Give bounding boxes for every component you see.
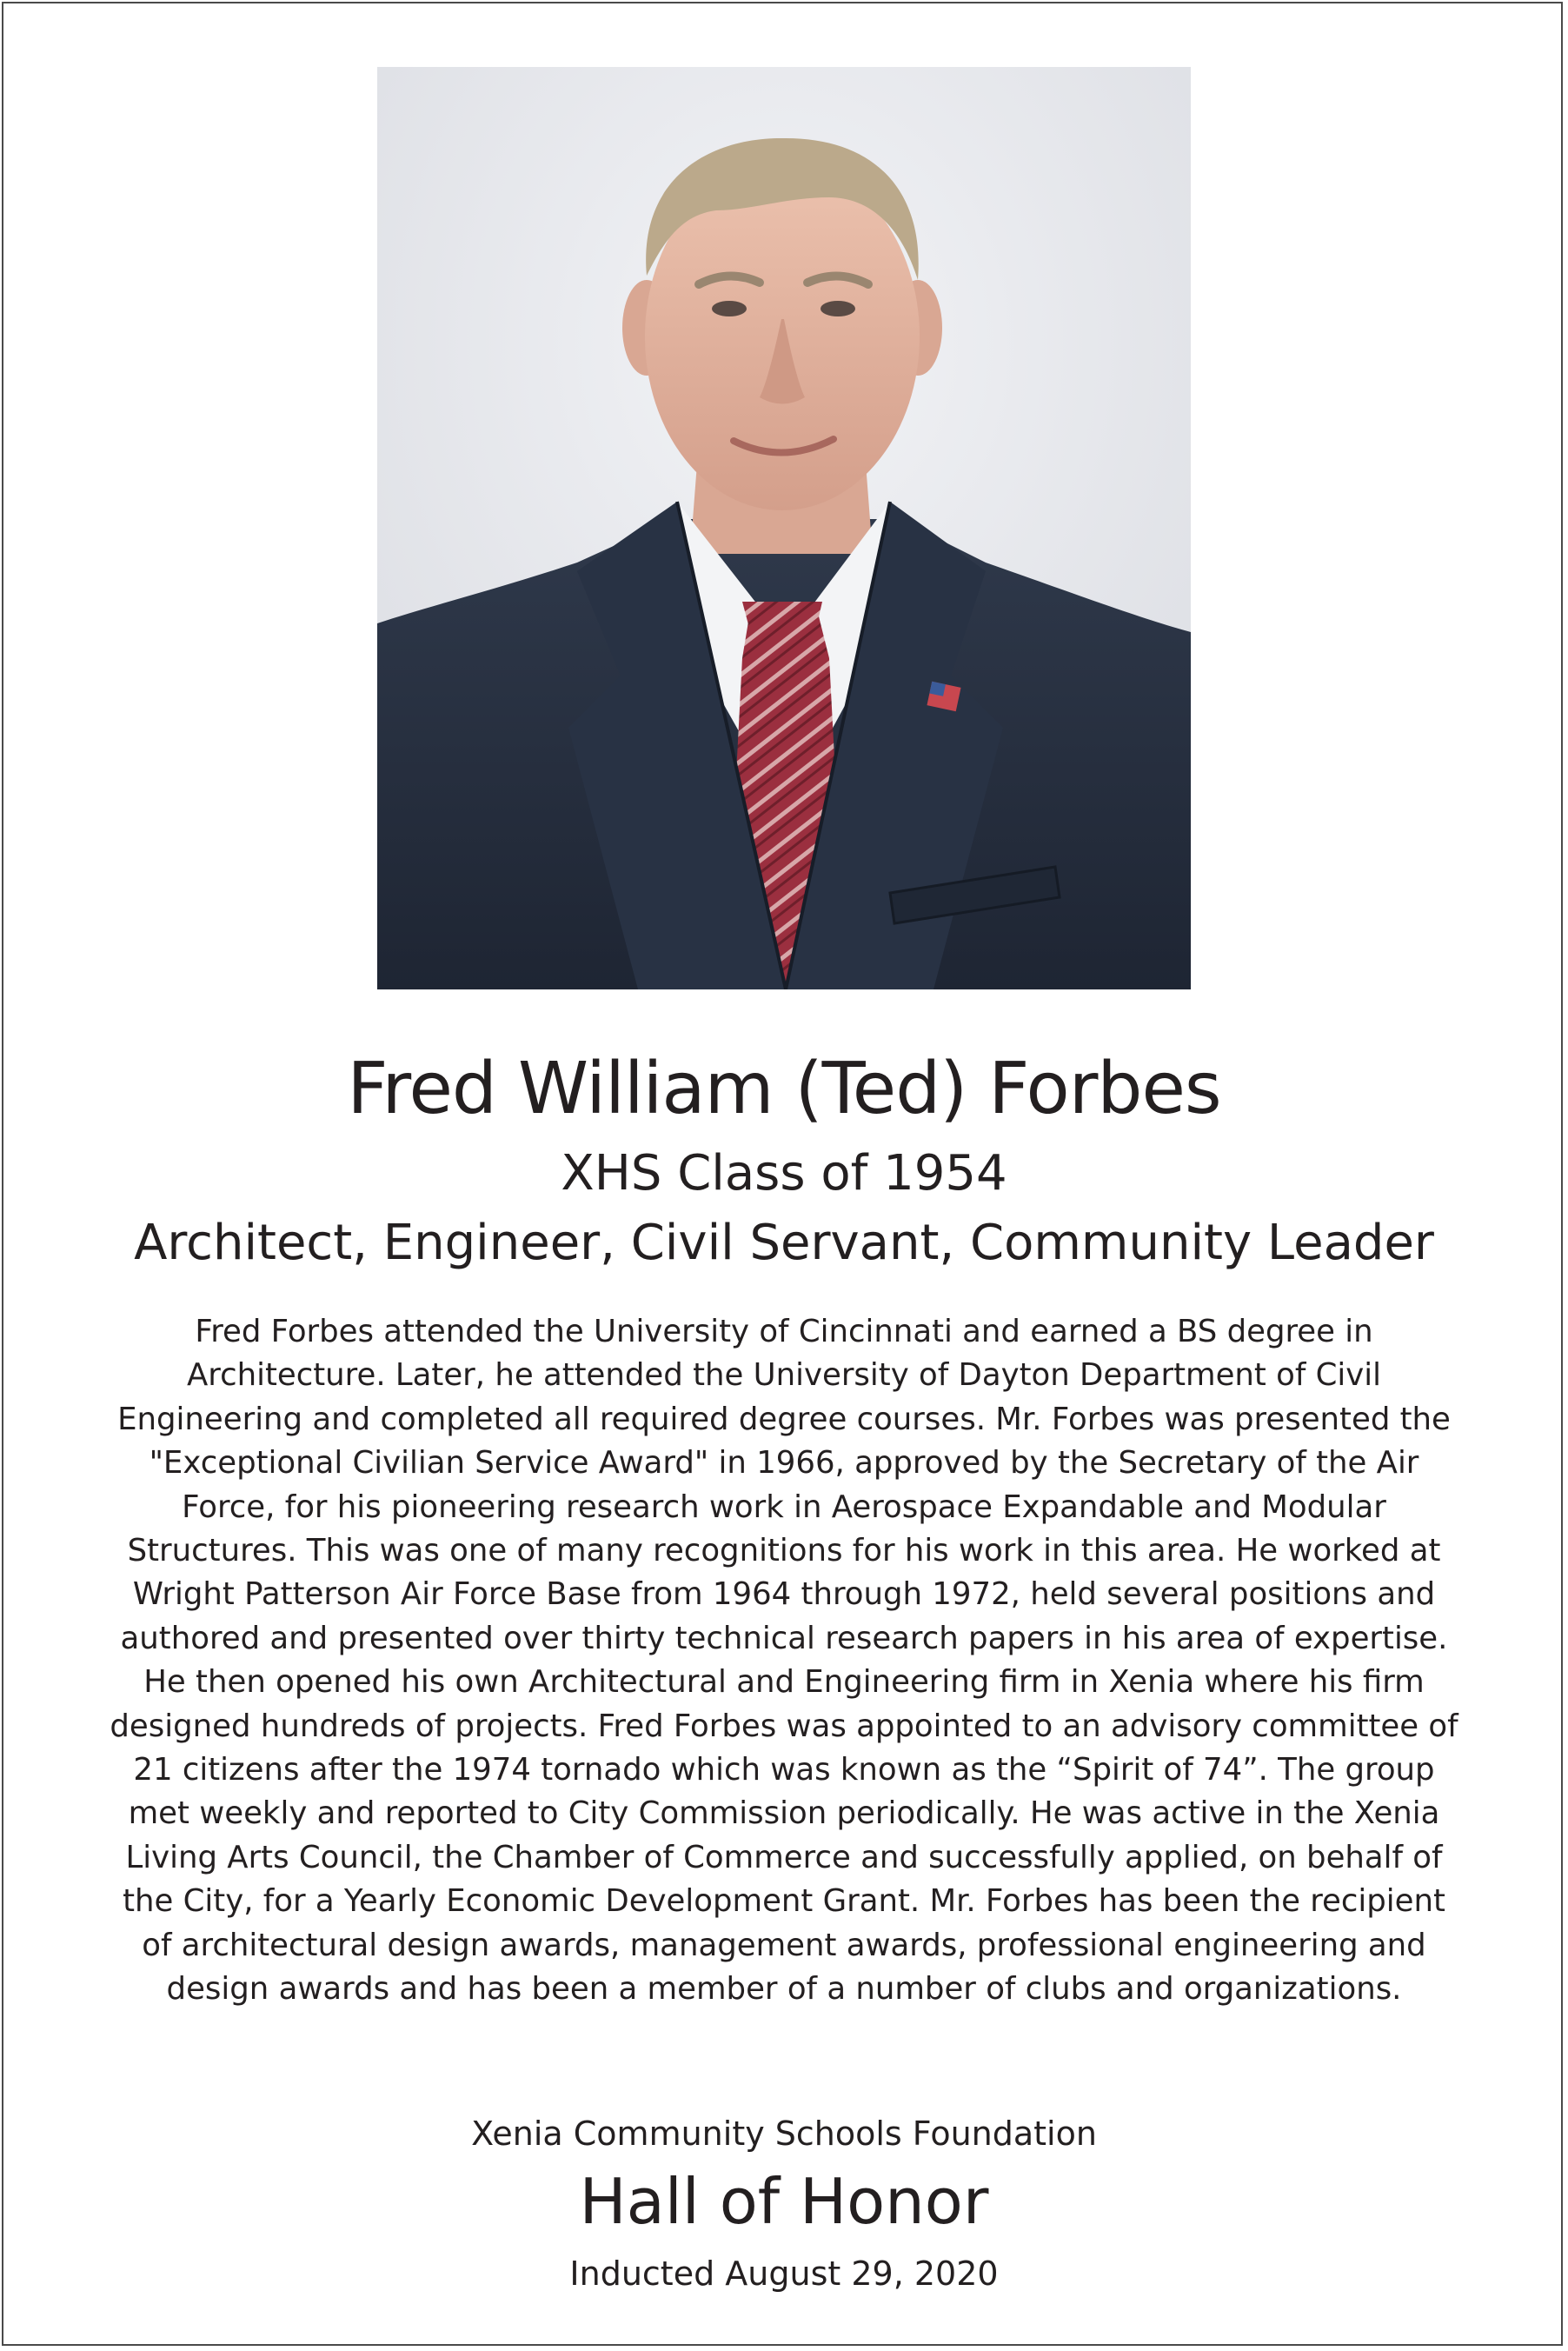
biography: Fred Forbes attended the University of Cincinnati and earned a BS degree in Architecture. Later, he attended the University of Dayton Department of Civil Engineering and completed all required degree courses. Mr. Forbes was presented the "Exceptional Civilian Service Award" in 1966, approved by the Secretary of the Air Force, for his pioneering research work in Aerospace Expandable and Modular Structures. This was one of many recognitions for his work in this area. He worked at Wright Patterson Air Force Base from 1964 through 1972, held several positions and authored and presented over thirty technical research papers in his area of expertise. He then opened his own Architectural and Engineering firm in Xenia where his firm designed hundreds of projects. Fred Forbes was appointed to an advisory committee of 21 citizens after the 1974 tornado which was known as the “Spirit of 74”. The group met weekly and reported to City Commission periodically. He was active in the Xenia Living Arts Council, the Chamber of Commerce and successfully applied, on behalf of the City, for a Yearly Economic Development Grant. Mr. Forbes has been the recipient of architectural design awards, management awards, professional engineering and design awards and has been a member of a number of clubs and organizations. <box>110 1314 1458 2008</box>
foundation-name: Xenia Community Schools Foundation <box>471 2115 1097 2153</box>
hall-of-honor-title: Hall of Honor <box>579 2165 989 2238</box>
class-year: XHS Class of 1954 <box>561 1145 1007 1202</box>
honoree-roles: Architect, Engineer, Civil Servant, Community Leader <box>134 1215 1434 1271</box>
portrait-illustration <box>377 67 1191 989</box>
honoree-name: Fred William (Ted) Forbes <box>347 1048 1221 1130</box>
induction-date: Inducted August 29, 2020 <box>569 2254 999 2293</box>
portrait-photo <box>377 67 1191 989</box>
